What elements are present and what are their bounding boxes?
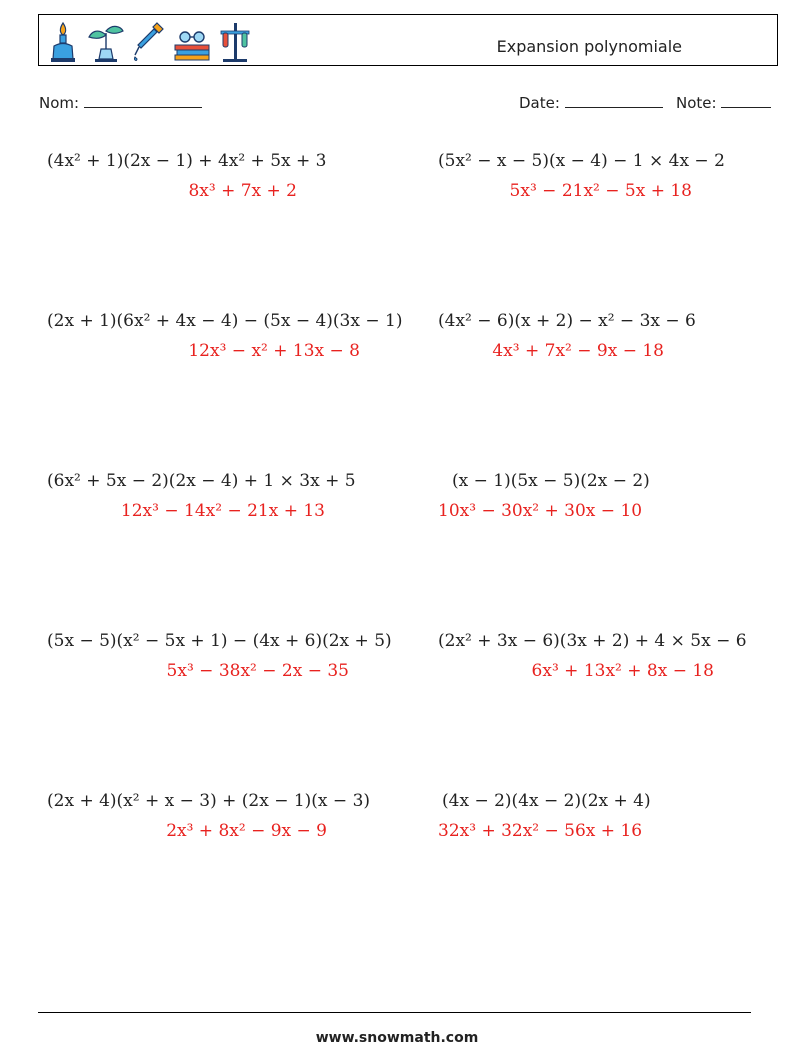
- worksheet-header: [38, 14, 778, 66]
- problem-answer: 5x³ − 21x² − 5x + 18: [509, 181, 692, 201]
- problem-question: (4x − 2)(4x − 2)(2x + 4): [442, 791, 651, 811]
- header-icons: [45, 18, 253, 64]
- problem-question: (5x² − x − 5)(x − 4) − 1 × 4x − 2: [438, 151, 725, 171]
- problem-question: (4x² − 6)(x + 2) − x² − 3x − 6: [438, 311, 696, 331]
- worksheet-title: Expansion polynomiale: [496, 37, 682, 56]
- plant-flask-icon: [85, 19, 127, 63]
- problem-answer: 10x³ − 30x² + 30x − 10: [438, 501, 643, 521]
- problem-question: (x − 1)(5x − 5)(2x − 2): [452, 471, 650, 491]
- problem-question: (2x + 1)(6x² + 4x − 4) − (5x − 4)(3x − 1): [47, 311, 403, 331]
- test-tube-rack-icon: [217, 19, 253, 63]
- date-field[interactable]: [519, 94, 663, 112]
- pipette-icon: [131, 19, 167, 63]
- problem-answer: 12x³ − x² + 13x − 8: [188, 341, 360, 361]
- problem-question: (2x² + 3x − 6)(3x + 2) + 4 × 5x − 6: [438, 631, 747, 651]
- bunsen-burner-icon: [45, 19, 81, 63]
- problem-answer: 2x³ + 8x² − 9x − 9: [166, 821, 327, 841]
- date-blank[interactable]: [565, 94, 663, 108]
- problem-answer: 6x³ + 13x² + 8x − 18: [531, 661, 714, 681]
- problem-question: (6x² + 5x − 2)(2x − 4) + 1 × 3x + 5: [47, 471, 356, 491]
- note-label: Note:: [676, 94, 717, 112]
- name-field[interactable]: [39, 94, 202, 112]
- problem-question: (5x − 5)(x² − 5x + 1) − (4x + 6)(2x + 5): [47, 631, 392, 651]
- goggles-books-icon: [171, 19, 213, 63]
- problem-question: (4x² + 1)(2x − 1) + 4x² + 5x + 3: [47, 151, 327, 171]
- name-label: Nom:: [39, 94, 80, 112]
- footer-url[interactable]: www.snowmath.com: [315, 1030, 479, 1046]
- problem-answer: 8x³ + 7x + 2: [188, 181, 297, 201]
- problem-answer: 32x³ + 32x² − 56x + 16: [438, 821, 643, 841]
- problem-answer: 4x³ + 7x² − 9x − 18: [492, 341, 664, 361]
- problem-answer: 12x³ − 14x² − 21x + 13: [120, 501, 325, 521]
- date-label: Date:: [519, 94, 560, 112]
- name-blank[interactable]: [84, 94, 202, 108]
- problem-question: (2x + 4)(x² + x − 3) + (2x − 1)(x − 3): [47, 791, 371, 811]
- problem-answer: 5x³ − 38x² − 2x − 35: [166, 661, 349, 681]
- note-field[interactable]: [676, 94, 771, 112]
- footer-divider: [38, 1012, 751, 1013]
- note-blank[interactable]: [721, 94, 771, 108]
